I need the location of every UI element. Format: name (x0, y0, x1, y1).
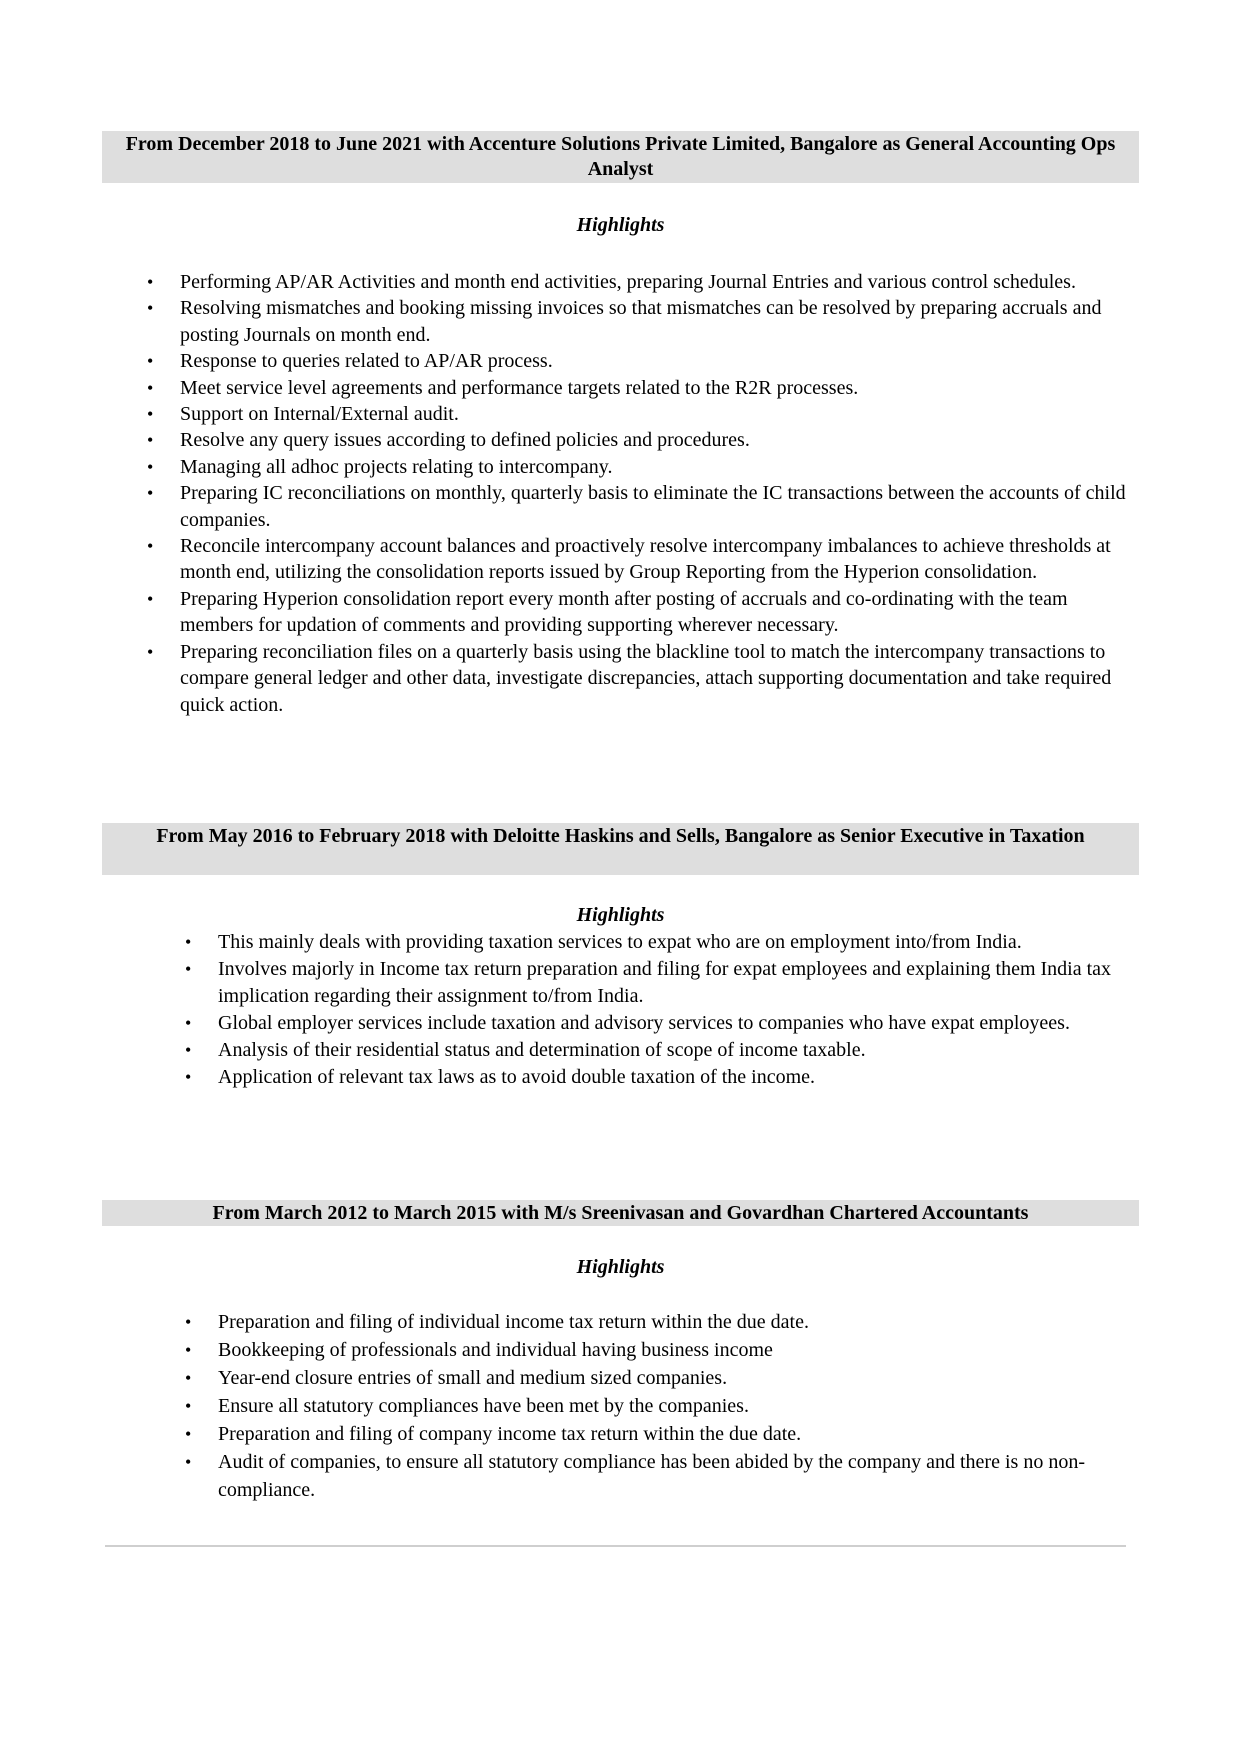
list-item: • Preparing IC reconciliations on monthly, quarterly basis to eliminate the IC transactions between the accounts of child companies. (147, 482, 1126, 531)
list-item: • Bookkeeping of professionals and individual having business income (218, 1336, 1148, 1364)
list-item: • Analysis of their residential status and determination of scope of income taxable. (218, 1037, 1138, 1064)
list-item: • Involves majorly in Income tax return preparation and filing for expat employees and explaining them India tax implication regarding their assignment to/from India. (185, 958, 1112, 1008)
list-item: • Preparation and filing of company income tax return within the due date. (218, 1420, 1148, 1448)
highlights-label: Highlights (576, 214, 665, 236)
bullet-icon: • (185, 1452, 192, 1472)
highlights-list (185, 1308, 1148, 1504)
list-item: • Resolve any query issues according to defined policies and procedures. (180, 427, 1140, 453)
highlights-list (185, 929, 1138, 1092)
bullet-icon: • (185, 1340, 192, 1360)
list-item: • Audit of companies, to ensure all statutory compliance has been abided by the company and there is no non-compliance. (218, 1448, 1148, 1504)
bullet-icon: • (147, 351, 154, 372)
list-item: • Preparation and filing of individual income tax return within the due date. (218, 1308, 1148, 1336)
bullet-icon: • (185, 932, 192, 952)
section-heading: From March 2012 to March 2015 with M/s Sreenivasan and Govardhan Chartered Accountants (102, 1200, 1139, 1226)
list-item: • Managing all adhoc projects relating to intercompany. (180, 454, 1140, 480)
bullet-icon: • (147, 483, 154, 504)
highlights-list (147, 269, 1140, 718)
bullet-icon: • (147, 404, 154, 425)
bullet-icon: • (185, 1424, 192, 1444)
list-item: • Year-end closure entries of small and medium sized companies. (218, 1364, 1148, 1392)
list-item: • Application of relevant tax laws as to avoid double taxation of the income. (218, 1064, 1138, 1091)
highlights-label: Highlights (576, 1256, 665, 1278)
bullet-icon: • (147, 430, 154, 451)
list-item: • Meet service level agreements and performance targets related to the R2R processes. (180, 375, 1140, 401)
list-item: • Global employer services include taxation and advisory services to companies who have expat employees. (218, 1010, 1138, 1037)
bullet-icon: • (185, 1368, 192, 1388)
bullet-icon: • (147, 536, 154, 557)
section-heading: From May 2016 to February 2018 with Deloitte Haskins and Sells, Bangalore as Senior Executive in Taxation (102, 823, 1139, 875)
bullet-icon: • (147, 298, 154, 319)
section-heading: From December 2018 to June 2021 with Accenture Solutions Private Limited, Bangalore as General Accounting Ops Analyst (102, 131, 1139, 183)
bullet-icon: • (147, 377, 154, 398)
bullet-icon: • (147, 588, 154, 609)
bullet-icon: • (185, 1312, 192, 1332)
bullet-icon: • (185, 1067, 192, 1088)
bullet-icon: • (185, 1396, 192, 1416)
bullet-icon: • (147, 456, 154, 477)
list-item: • Reconcile intercompany account balances and proactively resolve intercompany imbalances to achieve thresholds at month end, utilizing the consolidation reports issued by Group Reporting from the Hyperion consolidation. (147, 535, 1111, 584)
list-item: • Preparing Hyperion consolidation report every month after posting of accruals and co-ordinating with the team members for updation of comments and providing supporting wherever necessary. (147, 587, 1068, 637)
bullet-icon: • (147, 641, 154, 662)
list-item: • Response to queries related to AP/AR process. (180, 348, 1140, 374)
list-item: • Ensure all statutory compliances have been met by the companies. (218, 1392, 1148, 1420)
bullet-icon: • (185, 1040, 192, 1061)
horizontal-divider (105, 1545, 1126, 1547)
bullet-icon: • (185, 1013, 192, 1034)
list-item: • This mainly deals with providing taxation services to expat who are on employment into/from India. (218, 929, 1138, 956)
list-item: • Preparing reconciliation files on a quarterly basis using the blackline tool to match the intercompany transactions to compare general ledger and other data, investigate discrepancies, attach supporting documentation and take required quick action. (147, 640, 1112, 716)
bullet-icon: • (147, 272, 154, 292)
highlights-label: Highlights (576, 904, 665, 926)
list-item: • Resolving mismatches and booking missing invoices so that mismatches can be resolved by preparing accruals and posting Journals on month end. (147, 297, 1102, 346)
list-item: • Support on Internal/External audit. (180, 401, 1140, 427)
bullet-icon: • (185, 959, 192, 980)
list-item: • Performing AP/AR Activities and month end activities, preparing Journal Entries and various control schedules. (180, 269, 1140, 295)
